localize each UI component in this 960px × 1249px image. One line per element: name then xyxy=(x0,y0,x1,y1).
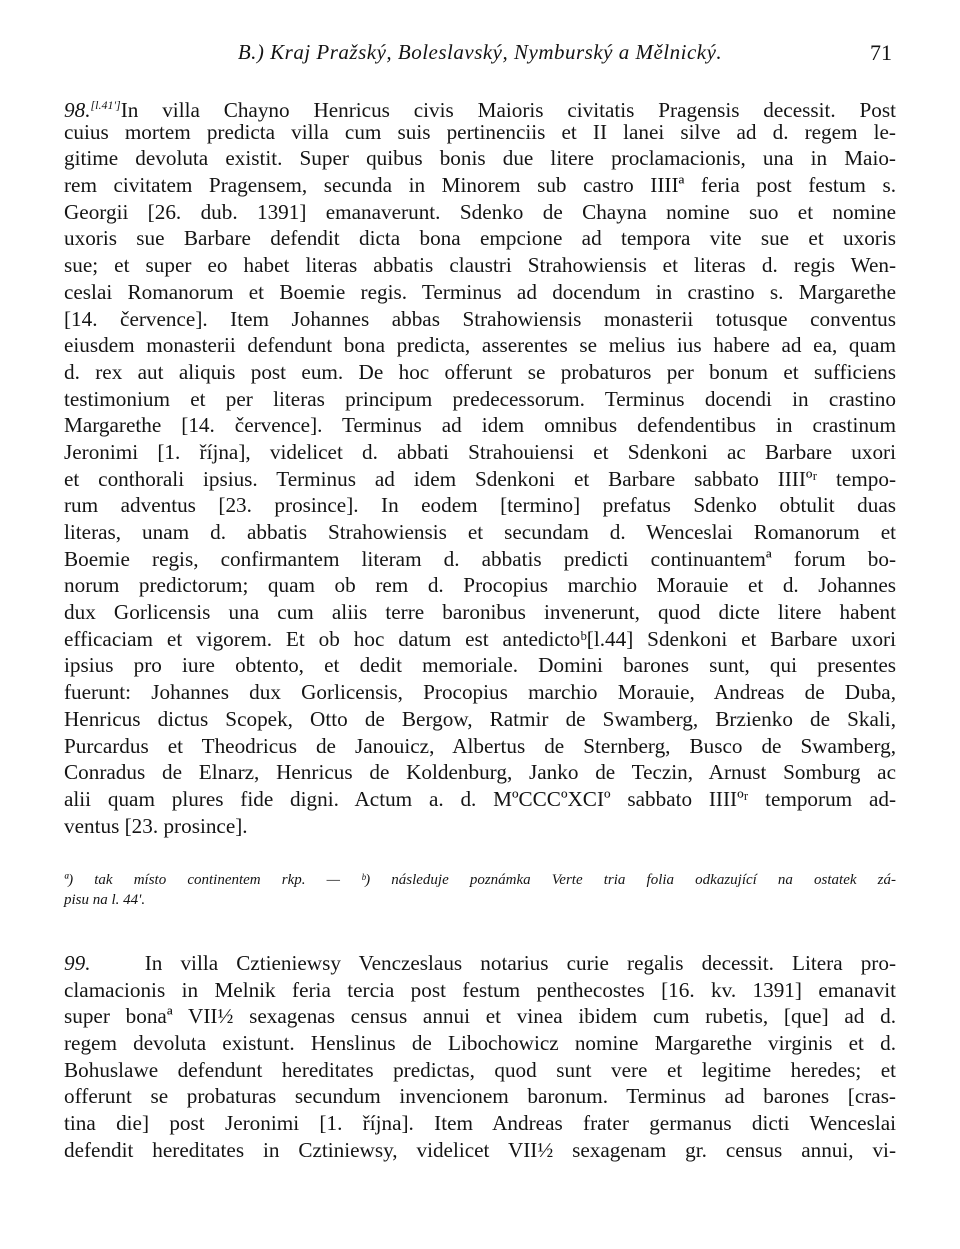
text-line: Bohuslawe defendunt hereditates predictas, quod sunt vere et legitime heredes; et xyxy=(64,1057,896,1082)
text-line: Boemie regis, confirmantem literam d. abbatis predicti continuantemª forum bo- xyxy=(64,546,896,571)
text-line: eiusdem monasterii defendunt bona predicta, asserentes se melius ius habere ad ea, quam xyxy=(64,333,896,358)
text-line: ceslai Romanorum et Boemie regis. Terminus ad docendum in crastino s. Margarethe xyxy=(64,279,896,304)
page-header xyxy=(64,40,896,70)
entry-number: 98. xyxy=(64,98,91,122)
entry-99 xyxy=(64,950,896,1164)
footnote-line: ª) tak místo continentem rkp. — ᵇ) následuje poznámka Verte tria folia odkazující na ostatek zá- xyxy=(64,872,896,888)
text-line: et conthorali ipsius. Terminus ad idem Sdenkoni et Barbare sabbato IIIIºʳ tempo- xyxy=(64,466,896,491)
text-line: gitime devoluta existit. Super quibus bonis due litere proclamacionis, una in Maio- xyxy=(64,146,896,171)
text-line: defendit hereditates in Cztiniewsy, videlicet VII½ sexagenam gr. census annui, vi- xyxy=(64,1137,896,1162)
text-line: cuius mortem predicta villa cum suis pertinenciis et II lanei silve ad d. regem le- xyxy=(64,119,896,144)
text-line: super bonaª VII½ sexagenas census annui et vinea ibidem cum rubetis, [que] ad d. xyxy=(64,1004,896,1029)
text-line: rum adventus [23. prosince]. In eodem [termino] prefatus Sdenko obtulit duas xyxy=(64,493,896,518)
text-line: 98.[l.41']In villa Chayno Henricus civis Maioris civitatis Pragensis decessit. Post xyxy=(64,98,896,122)
text-line: Jeronimi [1. října], videlicet d. abbati Strahouiensi et Sdenkoni ac Barbare uxori xyxy=(64,439,896,464)
text-line: clamacionis in Melnik feria tercia post festum penthecostes [16. kv. 1391] emanavit xyxy=(64,977,896,1002)
text-line: 99. In villa Cztieniewsy Venczeslaus notarius curie regalis decessit. Litera pro- xyxy=(64,951,896,975)
text-line: norum predictorum; quam ob rem d. Procopius marchio Morauie et d. Johannes xyxy=(64,573,896,598)
text-line: tina die] post Jeronimi [1. října]. Item Andreas frater germanus dicti Wenceslai xyxy=(64,1111,896,1136)
running-title: B.) Kraj Pražský, Boleslavský, Nymburský a Mělnický. xyxy=(237,40,723,64)
text-line: dux Gorlicensis una cum aliis terre baronibus invenerunt, quod dicte litere habent xyxy=(64,600,896,625)
text-line: sue; et super eo habet literas abbatis claustri Strahowiensis et literas d. regis Wen- xyxy=(64,253,896,278)
text-line: alii quam plures fide digni. Actum a. d. MºCCCºXCIº sabbato IIIIºʳ temporum ad- xyxy=(64,786,896,811)
text-line: testimonium et per literas principum predecessorum. Terminus docendi in crastino xyxy=(64,386,896,411)
page-number: 71 xyxy=(870,40,892,65)
text-line: Purcardus et Theodricus de Janouicz, Albertus de Sternberg, Busco de Swamberg, xyxy=(64,733,896,758)
text-line: fuerunt: Johannes dux Gorlicensis, Procopius marchio Morauie, Andreas de Duba, xyxy=(64,680,896,705)
text-line: rem civitatem Pragensem, secunda in Minorem sub castro IIIIª feria post festum s. xyxy=(64,173,896,198)
folio-reference: [l.41'] xyxy=(90,98,121,112)
text-line: [14. července]. Item Johannes abbas Strahowiensis monasterii totusque conventus xyxy=(64,306,896,331)
text-line: uxoris sue Barbare defendit dicta bona empcione ad tempora vite sue et uxoris xyxy=(64,226,896,251)
text-line: Henricus dictus Scopek, Otto de Bergow, Ratmir de Swamberg, Brzienko de Skali, xyxy=(64,706,896,731)
entry-number: 99. xyxy=(64,951,91,975)
text-line: Conradus de Elnarz, Henricus de Koldenburg, Janko de Teczin, Arnust Somburg ac xyxy=(64,760,896,785)
entry-98 xyxy=(64,92,896,839)
text-line: ventus [23. prosince]. xyxy=(64,813,248,838)
text-line: literas, unam d. abbatis Strahowiensis et secundam d. Wenceslai Romanorum et xyxy=(64,520,896,544)
text-line: ipsius pro iure obtento, et dedit memoriale. Domini barones sunt, qui presentes xyxy=(64,653,896,678)
footnote-line: pisu na l. 44'. xyxy=(64,892,146,908)
footnotes-98 xyxy=(64,870,896,910)
text-line: Margarethe [14. července]. Terminus ad idem omnibus defendentibus in crastinum xyxy=(64,413,896,438)
text-line: efficaciam et vigorem. Et ob hoc datum est antedictoᵇ[l.44] Sdenkoni et Barbare uxori xyxy=(64,626,896,651)
text-line: Georgii [26. dub. 1391] emanaverunt. Sdenko de Chayna nomine suo et nomine xyxy=(64,199,896,224)
text-line: d. rex aut aliquis post eum. De hoc offerunt se probaturos per bonum et sufficiens xyxy=(64,359,896,384)
text-line: offerunt se probaturas secundum invencionem baronum. Terminus ad barones [cras- xyxy=(64,1084,896,1109)
text-line: regem devoluta existunt. Henslinus de Libochowicz nomine Margarethe virginis et d. xyxy=(64,1031,896,1056)
